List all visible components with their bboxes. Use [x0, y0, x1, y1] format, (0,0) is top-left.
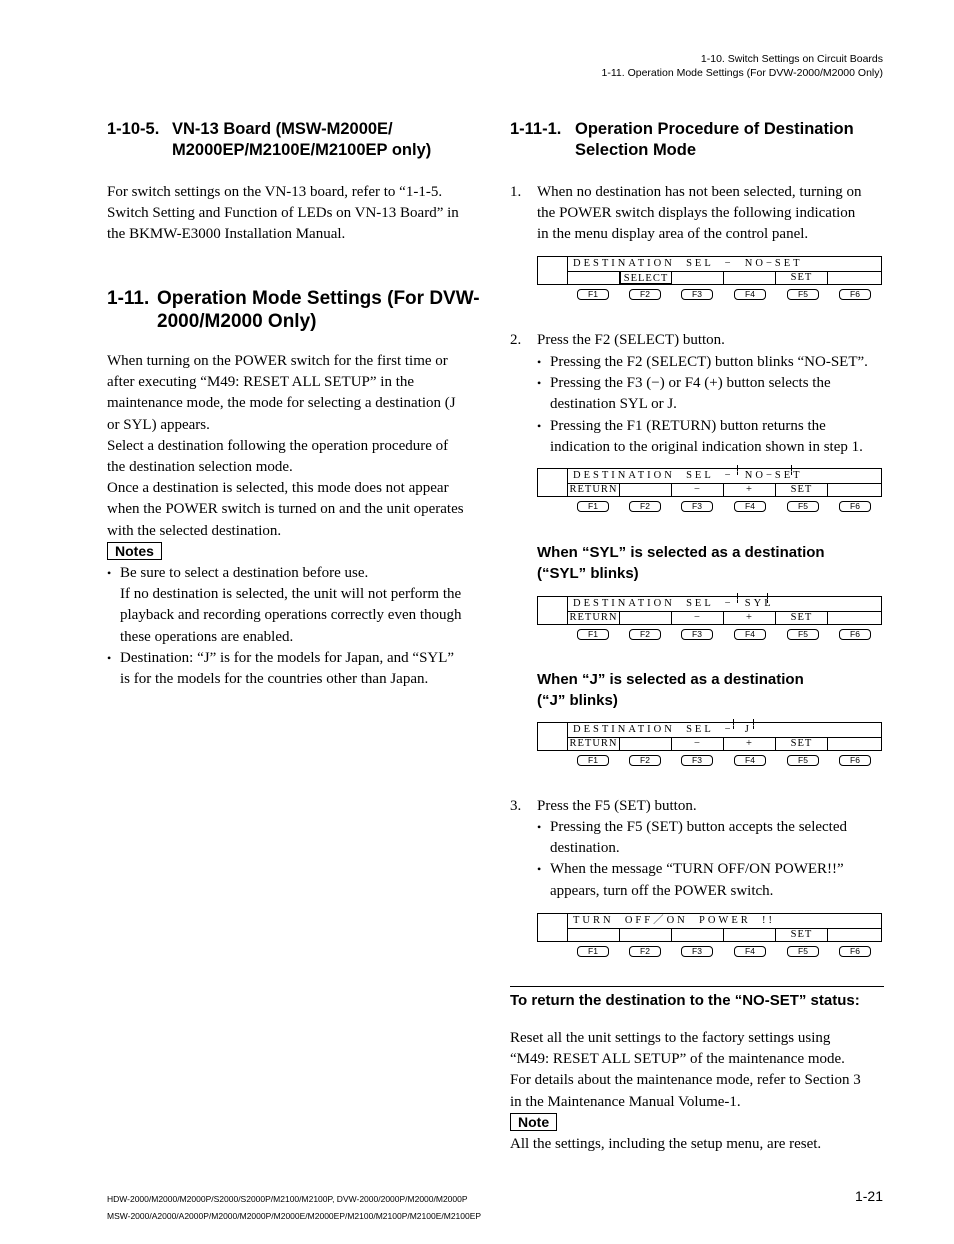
lcd-cell-4: +: [724, 737, 776, 750]
body-line: For switch settings on the VN-13 board, refer to “1-1-5.: [107, 184, 443, 200]
lcd-cell-5: SET: [776, 737, 828, 750]
heading-line: (“J” blinks): [537, 692, 618, 709]
section-1-11-body: [107, 351, 487, 542]
bullet-line: appears, turn off the POWER switch.: [550, 882, 774, 899]
lcd-panel-turn-off: [537, 913, 882, 961]
note-text: All the settings, including the setup menu, are reset.: [510, 1136, 822, 1152]
lcd-cell-5: SET: [776, 928, 828, 941]
lcd-display: [537, 722, 882, 751]
step-2-text: Press the F2 (SELECT) button.: [537, 332, 725, 348]
f1-key[interactable]: F1: [577, 289, 609, 300]
f3-key[interactable]: F3: [681, 289, 713, 300]
title-line: M2000EP/M2100E/M2100EP only): [172, 141, 432, 159]
running-header: [602, 52, 884, 80]
step-3-bullets: [537, 817, 887, 902]
body-line: after executing “M49: RESET ALL SETUP” in the: [107, 374, 415, 391]
f6-key[interactable]: F6: [839, 629, 871, 640]
note-line: Be sure to select a destination before use.: [120, 565, 369, 581]
note-line: If no destination is selected, the unit will not perform the: [120, 586, 462, 603]
lcd-cell-2: SELECT: [620, 271, 672, 284]
lcd-line1: DESTINATION SEL − SYL: [573, 598, 774, 609]
body-line: Reset all the unit settings to the factory settings using: [510, 1030, 831, 1046]
section-1-10-5-heading: [107, 119, 159, 140]
section-1-11-number: 1-11.: [107, 288, 150, 309]
title-line: Operation Procedure of Destination: [575, 120, 854, 138]
note-line: Destination: “J” is for the models for Japan, and “SYL”: [120, 649, 455, 666]
lcd-cell-1: RETURN: [568, 737, 620, 750]
note-label: Note: [510, 1113, 557, 1131]
f5-key[interactable]: F5: [787, 629, 819, 640]
f4-key[interactable]: F4: [734, 289, 766, 300]
lcd-panel-initial: [537, 256, 882, 304]
section-1-11-title: [157, 287, 480, 333]
lcd-display: [537, 913, 882, 942]
return-body: [510, 1028, 890, 1113]
lcd-cell-2: [620, 483, 672, 496]
body-line: when the POWER switch is turned on and the unit operates: [107, 501, 464, 518]
body-line: When turning on the POWER switch for the first time or: [107, 353, 448, 369]
bullet-item: • Pressing the F3 (−) or F4 (+) button selects the destination SYL or J.: [537, 373, 887, 415]
f3-key[interactable]: F3: [681, 946, 713, 957]
bullet: •: [107, 650, 112, 665]
title-line: Selection Mode: [575, 141, 697, 159]
section-1-10-5-body: [107, 182, 487, 246]
title-line: 2000/M2000 Only): [157, 311, 317, 332]
running-header-line1: 1-10. Switch Settings on Circuit Boards: [700, 53, 883, 65]
lcd-cell-4: +: [724, 611, 776, 624]
lcd-cell-2: [620, 611, 672, 624]
note-line: playback and recording operations correctly even though: [120, 607, 462, 624]
f2-key[interactable]: F2: [629, 629, 661, 640]
body-line: with the selected destination.: [107, 522, 282, 539]
bullet-line: Pressing the F2 (SELECT) button blinks “NO-SET”.: [550, 354, 868, 370]
lcd-panel-j: [537, 722, 882, 770]
lcd-display: [537, 596, 882, 625]
lcd-cell-4: [724, 928, 776, 941]
f4-key[interactable]: F4: [734, 755, 766, 766]
lcd-cell-6: [828, 928, 880, 941]
f3-key[interactable]: F3: [681, 501, 713, 512]
f1-key[interactable]: F1: [577, 629, 609, 640]
running-header-line2: 1-11. Operation Mode Settings (For DVW-2000/M2000 Only): [601, 67, 883, 79]
lcd-cell-5: SET: [776, 611, 828, 624]
note-item: [107, 648, 487, 690]
bullet-line: Pressing the F1 (RETURN) button returns the: [550, 417, 826, 434]
f6-key[interactable]: F6: [839, 755, 871, 766]
lcd-line1: TURN OFF／ON POWER !!: [573, 915, 776, 926]
page-number: 1-21: [854, 1188, 883, 1204]
f6-key[interactable]: F6: [839, 501, 871, 512]
f2-key[interactable]: F2: [629, 946, 661, 957]
body-line: When no destination has not been selected, turning on: [537, 184, 862, 200]
body-line: or SYL) appears.: [107, 416, 210, 433]
f3-key[interactable]: F3: [681, 755, 713, 766]
footer-line: HDW-2000/M2000/M2000P/S2000/S2000P/M2100/M2100P, DVW-2000/2000P/M2000/M2000P: [107, 1194, 468, 1204]
bullet-line: When the message “TURN OFF/ON POWER!!”: [550, 861, 844, 878]
step-1-text: [537, 182, 887, 246]
f5-key[interactable]: F5: [787, 946, 819, 957]
body-line: Select a destination following the operation procedure of: [107, 437, 449, 454]
f2-key[interactable]: F2: [629, 289, 661, 300]
lcd-cell-1: [568, 928, 620, 941]
lcd-cell-1: RETURN: [568, 483, 620, 496]
function-keys: [577, 946, 871, 958]
step-3-text: Press the F5 (SET) button.: [537, 798, 697, 814]
lcd-cell-6: [828, 271, 880, 284]
title-line: Operation Mode Settings (For DVW-: [157, 288, 480, 309]
lcd-cell-3: −: [672, 737, 724, 750]
lcd-line1: DESTINATION SEL − J: [573, 724, 752, 735]
bullet-item: • Pressing the F1 (RETURN) button returns the indication to the original indication shown in step 1.: [537, 416, 887, 458]
body-line: the POWER switch displays the following indication: [537, 205, 856, 222]
body-line: the destination selection mode.: [107, 459, 293, 476]
step-2-bullets: [537, 352, 887, 458]
function-keys: [577, 755, 871, 767]
body-line: in the Maintenance Manual Volume-1.: [510, 1093, 741, 1110]
function-keys: [577, 289, 871, 301]
bullet-item: • Pressing the F5 (SET) button accepts the selected destination.: [537, 817, 887, 859]
bullet-line: indication to the original indication shown in step 1.: [550, 438, 863, 455]
f2-key[interactable]: F2: [629, 501, 661, 512]
section-1-10-5-title: [172, 119, 431, 161]
footer-line: MSW-2000/A2000/A2000P/M2000/M2000P/M2000E/M2000EP/M2100/M2100P/M2100E/M2100EP: [107, 1211, 482, 1221]
body-line: Once a destination is selected, this mode does not appear: [107, 480, 449, 497]
f5-key[interactable]: F5: [787, 289, 819, 300]
f6-key[interactable]: F6: [839, 946, 871, 957]
section-divider: [510, 986, 884, 987]
notes-label: Notes: [107, 542, 162, 560]
lcd-display: [537, 256, 882, 285]
f5-key[interactable]: F5: [787, 501, 819, 512]
body-line: “M49: RESET ALL SETUP” of the maintenance mode.: [510, 1051, 845, 1068]
lcd-cell-5: SET: [776, 483, 828, 496]
body-line: the BKMW-E3000 Installation Manual.: [107, 226, 346, 243]
body-line: Switch Setting and Function of LEDs on VN-13 Board” in: [107, 205, 459, 222]
bullet-line: Pressing the F3 (−) or F4 (+) button selects the: [550, 375, 831, 392]
lcd-panel-select: [537, 468, 882, 516]
f1-key[interactable]: F1: [577, 755, 609, 766]
lcd-cell-4: +: [724, 483, 776, 496]
f4-key[interactable]: F4: [734, 629, 766, 640]
lcd-cell-3: −: [672, 611, 724, 624]
function-keys: [577, 629, 871, 641]
j-heading: [537, 669, 804, 711]
lcd-cell-1: [568, 271, 620, 284]
bullet-item: • Pressing the F2 (SELECT) button blinks “NO-SET”.: [537, 352, 887, 373]
body-line: maintenance mode, the mode for selecting a destination (J: [107, 395, 456, 412]
body-line: For details about the maintenance mode, refer to Section 3: [510, 1072, 861, 1089]
lcd-panel-syl: [537, 596, 882, 644]
notes-list: [107, 563, 487, 690]
f2-key[interactable]: F2: [629, 755, 661, 766]
section-1-11-1-number: 1-11-1.: [510, 120, 562, 138]
f1-key[interactable]: F1: [577, 501, 609, 512]
section-number: 1-10-5.: [107, 120, 160, 138]
f4-key[interactable]: F4: [734, 946, 766, 957]
f6-key[interactable]: F6: [839, 289, 871, 300]
lcd-display: [537, 468, 882, 497]
function-keys: [577, 501, 871, 513]
lcd-cell-3: −: [672, 483, 724, 496]
f1-key[interactable]: F1: [577, 946, 609, 957]
bullet: •: [107, 566, 112, 580]
lcd-line1: DESTINATION SEL − NO−SET: [573, 470, 803, 481]
heading-line: (“SYL” blinks): [537, 565, 639, 582]
f3-key[interactable]: F3: [681, 629, 713, 640]
lcd-cell-2: [620, 737, 672, 750]
f4-key[interactable]: F4: [734, 501, 766, 512]
note-line: is for the models for the countries other than Japan.: [120, 671, 429, 688]
bullet-item: • When the message “TURN OFF/ON POWER!!” appears, turn off the POWER switch.: [537, 859, 887, 901]
f5-key[interactable]: F5: [787, 755, 819, 766]
lcd-cell-6: [828, 483, 880, 496]
lcd-line1: DESTINATION SEL − NO−SET: [573, 258, 803, 269]
syl-heading: [537, 542, 825, 584]
bullet-line: destination.: [550, 840, 620, 857]
step-3-number: 3.: [510, 798, 522, 814]
bullet-line: destination SYL or J.: [550, 396, 677, 413]
heading-line: When “J” is selected as a destination: [537, 671, 804, 688]
note-line: these operations are enabled.: [120, 628, 294, 645]
lcd-cell-3: [672, 928, 724, 941]
body-line: in the menu display area of the control panel.: [537, 226, 809, 243]
lcd-cell-2: [620, 928, 672, 941]
footer-models: [107, 1191, 481, 1225]
bullet-line: Pressing the F5 (SET) button accepts the selected: [550, 819, 848, 835]
lcd-cell-6: [828, 611, 880, 624]
lcd-cell-6: [828, 737, 880, 750]
step-1-number: 1.: [510, 184, 522, 200]
lcd-cell-3: [672, 271, 724, 284]
lcd-cell-5: SET: [776, 271, 828, 284]
heading-line: When “SYL” is selected as a destination: [537, 544, 825, 561]
note-item: [107, 563, 487, 648]
step-2-number: 2.: [510, 332, 522, 348]
return-heading: To return the destination to the “NO-SET” status:: [510, 992, 860, 1009]
title-line: VN-13 Board (MSW-M2000E/: [172, 120, 393, 138]
lcd-cell-1: RETURN: [568, 611, 620, 624]
section-1-11-1-title: [575, 119, 854, 161]
lcd-cell-4: [724, 271, 776, 284]
